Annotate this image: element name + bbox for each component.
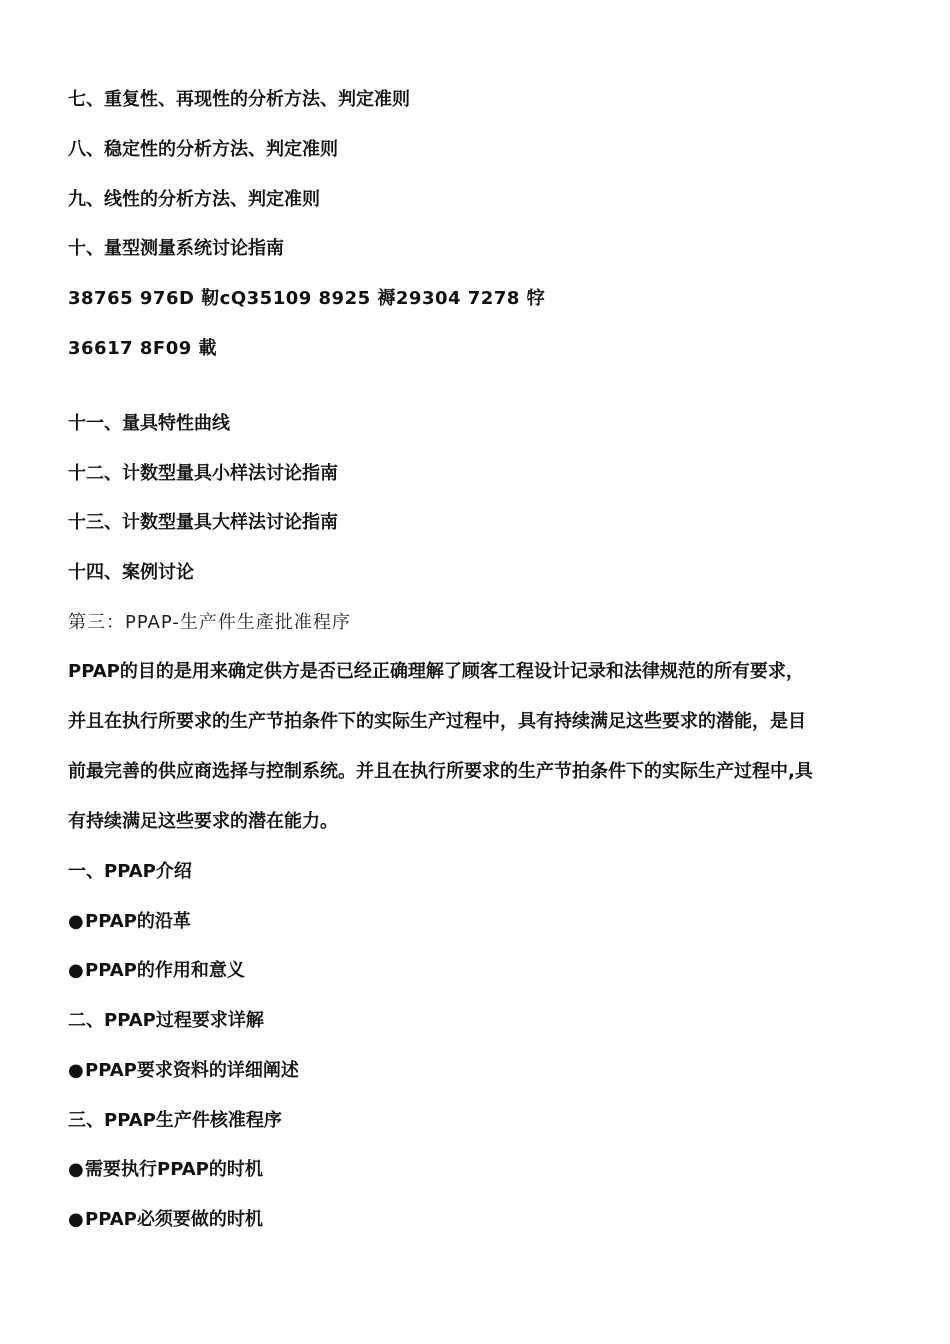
bullet-icon: ●: [68, 1209, 84, 1230]
bullet-icon: ●: [68, 911, 84, 932]
bullet-icon: ●: [68, 1159, 84, 1180]
section-item-10: 十、量型测量系统讨论指南: [68, 238, 284, 259]
outline-bullet-item: [68, 1158, 263, 1182]
intro-paragraph-line: PPAP的目的是用来确定供方是否已经正确理解了顾客工程设计记录和法律规范的所有要求，: [68, 661, 804, 682]
section-item-13: 十三、计数型量具大样法讨论指南: [68, 512, 338, 533]
outline-bullet-text: PPAP要求资料的详细阐述: [85, 1060, 299, 1081]
bullet-icon: ●: [68, 960, 84, 981]
section-item-14: 十四、案例讨论: [68, 562, 194, 583]
garbled-text-line-2: 36617 8F09 載: [68, 338, 218, 359]
outline-bullet-text: PPAP必须要做的时机: [85, 1209, 263, 1230]
garbled-text-line-1: 38765 976D 靭cQ35109 8925 褥29304 7278 牸: [68, 288, 546, 309]
section-item-12: 十二、计数型量具小样法讨论指南: [68, 463, 338, 484]
intro-paragraph-line: 前最完善的供应商选择与控制系统。并且在执行所要求的生产节拍条件下的实际生产过程中,具: [68, 761, 813, 782]
outline-heading-ppap-intro: 一、PPAP介绍: [68, 861, 192, 882]
outline-bullet-item: [68, 1059, 299, 1083]
outline-heading-process-requirements: 二、PPAP过程要求详解: [68, 1010, 264, 1031]
outline-bullet-text: PPAP的沿革: [85, 911, 191, 932]
outline-bullet-text: PPAP的作用和意义: [85, 960, 245, 981]
outline-bullet-item: [68, 1208, 263, 1232]
outline-bullet-item: [68, 910, 191, 934]
intro-paragraph-line: 并且在执行所要求的生产节拍条件下的实际生产过程中，具有持续满足这些要求的潜能，是目: [68, 711, 806, 732]
outline-bullet-text: 需要执行PPAP的时机: [85, 1159, 263, 1180]
outline-bullet-item: [68, 959, 245, 983]
section-item-9: 九、线性的分析方法、判定准则: [68, 189, 320, 210]
bullet-icon: ●: [68, 1060, 84, 1081]
section-item-11: 十一、量具特性曲线: [68, 413, 230, 434]
part-heading: 第三：PPAP-生产件生產批准程序: [68, 612, 351, 633]
outline-heading-approval-procedure: 三、PPAP生产件核准程序: [68, 1110, 282, 1131]
section-item-8: 八、稳定性的分析方法、判定准则: [68, 139, 338, 160]
intro-paragraph-line: 有持续满足这些要求的潜在能力。: [68, 811, 338, 832]
section-item-7: 七、重复性、再现性的分析方法、判定准则: [68, 89, 410, 110]
intro-paragraph: [68, 647, 888, 847]
